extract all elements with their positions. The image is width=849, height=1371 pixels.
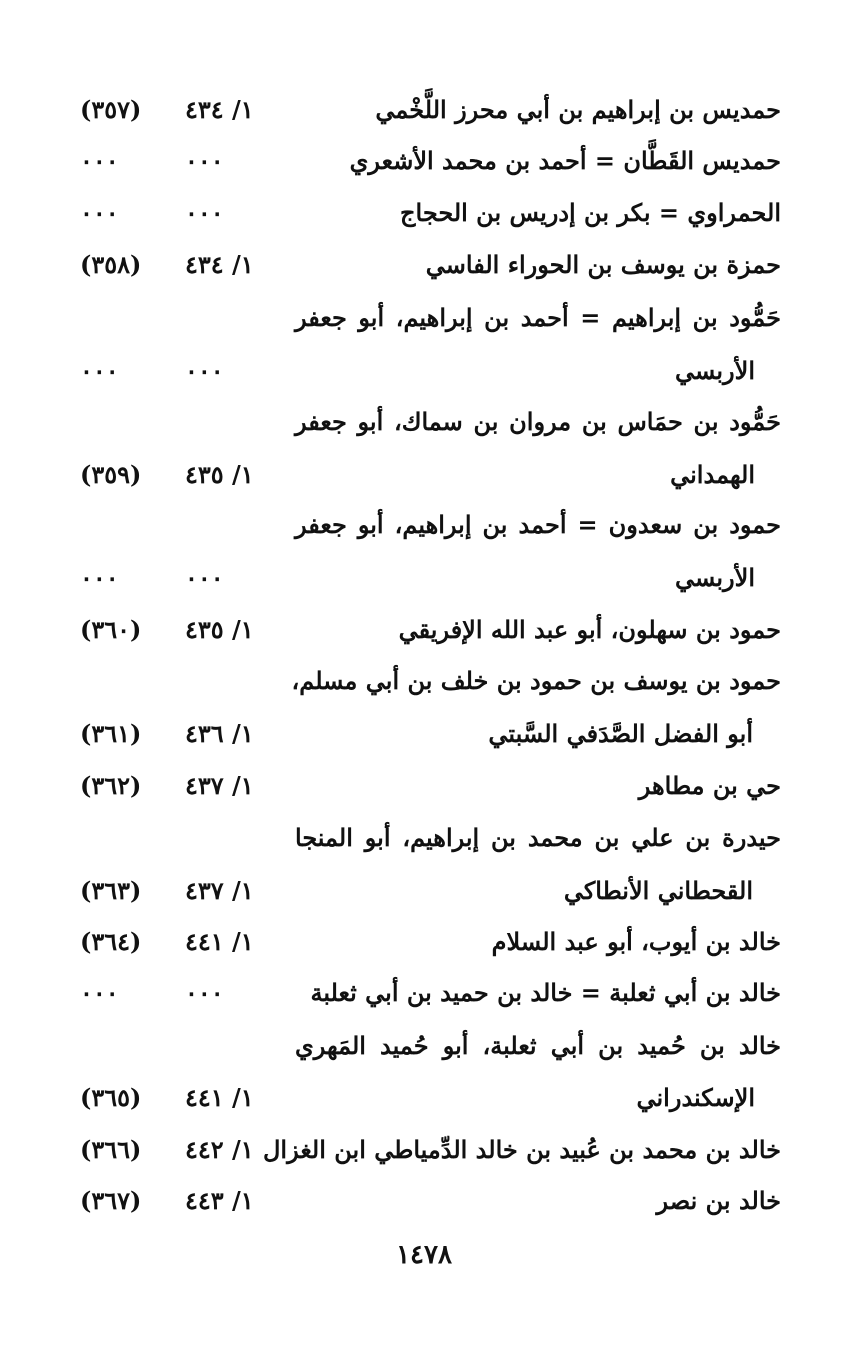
entry-number: (٣٦٠) <box>80 615 142 644</box>
entry-number: (٣٦٣) <box>80 876 142 905</box>
entry-name-continued: الإسكندراني <box>636 1083 755 1112</box>
entry-number: (٣٥٨) <box>80 250 142 279</box>
volume-page-ref: ١/ ٤٣٦ <box>185 719 254 748</box>
volume-page-ref: ١/ ٤٣٧ <box>185 876 254 905</box>
entry-number: (٣٥٩) <box>80 460 142 489</box>
entry-name-continued: الهمداني <box>670 460 755 489</box>
volume-page-ref: ١/ ٤٣٤ <box>185 95 254 124</box>
entry-name-continued: الأربسي <box>674 563 755 592</box>
page-number: ١٤٧٨ <box>396 1240 452 1270</box>
entry-name: حمود بن سعدون = أحمد بن إبراهيم، أبو جعفر <box>295 510 781 539</box>
volume-page-ref: ٠٠٠ <box>185 978 224 1007</box>
entry-number: (٣٦٦) <box>80 1135 142 1164</box>
entry-name: خالد بن أبي ثعلبة = خالد بن حميد بن أبي ثعلبة <box>310 978 781 1007</box>
entry-number: ٠٠٠ <box>80 978 119 1007</box>
entry-name-continued: القحطاني الأنطاكي <box>563 876 753 905</box>
entry-name: حمود بن سهلون، أبو عبد الله الإفريقي <box>398 615 781 644</box>
entry-number: ٠٠٠ <box>80 198 119 227</box>
entry-number: ٠٠٠ <box>80 146 119 175</box>
volume-page-ref: ٠٠٠ <box>185 356 224 385</box>
entry-number: (٣٦٢) <box>80 771 142 800</box>
entry-number: ٠٠٠ <box>80 356 119 385</box>
entry-name: حمزة بن يوسف بن الحوراء الفاسي <box>425 250 781 279</box>
entry-number: (٣٦٤) <box>80 927 142 956</box>
entry-name: خالد بن محمد بن عُبيد بن خالد الدِّمياطي ابن الغزال <box>262 1135 781 1164</box>
volume-page-ref: ١/ ٤٤١ <box>185 1083 254 1112</box>
entry-name: حمديس بن إبراهيم بن أبي محرز اللَّخْمي <box>375 95 781 124</box>
entry-name: خالد بن حُميد بن أبي ثعلبة، أبو حُميد المَهري <box>295 1031 781 1060</box>
entry-name: حَمُّود بن حمَاس بن مروان بن سماك، أبو جعفر <box>295 407 781 436</box>
entry-name: حمود بن يوسف بن حمود بن خلف بن أبي مسلم، <box>291 666 781 695</box>
entry-number: (٣٦١) <box>80 719 142 748</box>
volume-page-ref: ١/ ٤٣٧ <box>185 771 254 800</box>
volume-page-ref: ٠٠٠ <box>185 563 224 592</box>
entry-number: (٣٦٥) <box>80 1083 142 1112</box>
entry-name: حَمُّود بن إبراهيم = أحمد بن إبراهيم، أبو جعفر <box>295 303 781 332</box>
volume-page-ref: ١/ ٤٣٤ <box>185 250 254 279</box>
entry-name: حي بن مطاهر <box>638 771 781 800</box>
entry-name: خالد بن أيوب، أبو عبد السلام <box>491 927 781 956</box>
volume-page-ref: ١/ ٤٤٢ <box>185 1135 254 1164</box>
entry-name-continued: الأربسي <box>674 356 755 385</box>
entry-name-continued: أبو الفضل الصَّدَفي السَّبتي <box>488 719 753 748</box>
entry-number: (٣٦٧) <box>80 1186 142 1215</box>
volume-page-ref: ١/ ٤٤١ <box>185 927 254 956</box>
entry-name: حيدرة بن علي بن محمد بن إبراهيم، أبو المنجا <box>295 823 781 852</box>
volume-page-ref: ٠٠٠ <box>185 198 224 227</box>
entry-name: الحمراوي = بكر بن إدريس بن الحجاج <box>400 198 781 227</box>
volume-page-ref: ١/ ٤٤٣ <box>185 1186 254 1215</box>
volume-page-ref: ٠٠٠ <box>185 146 224 175</box>
entry-name: خالد بن نصر <box>656 1186 781 1215</box>
volume-page-ref: ١/ ٤٣٥ <box>185 460 254 489</box>
volume-page-ref: ١/ ٤٣٥ <box>185 615 254 644</box>
entry-number: (٣٥٧) <box>80 95 142 124</box>
entry-number: ٠٠٠ <box>80 563 119 592</box>
entry-name: حمديس القَطَّان = أحمد بن محمد الأشعري <box>349 146 781 175</box>
